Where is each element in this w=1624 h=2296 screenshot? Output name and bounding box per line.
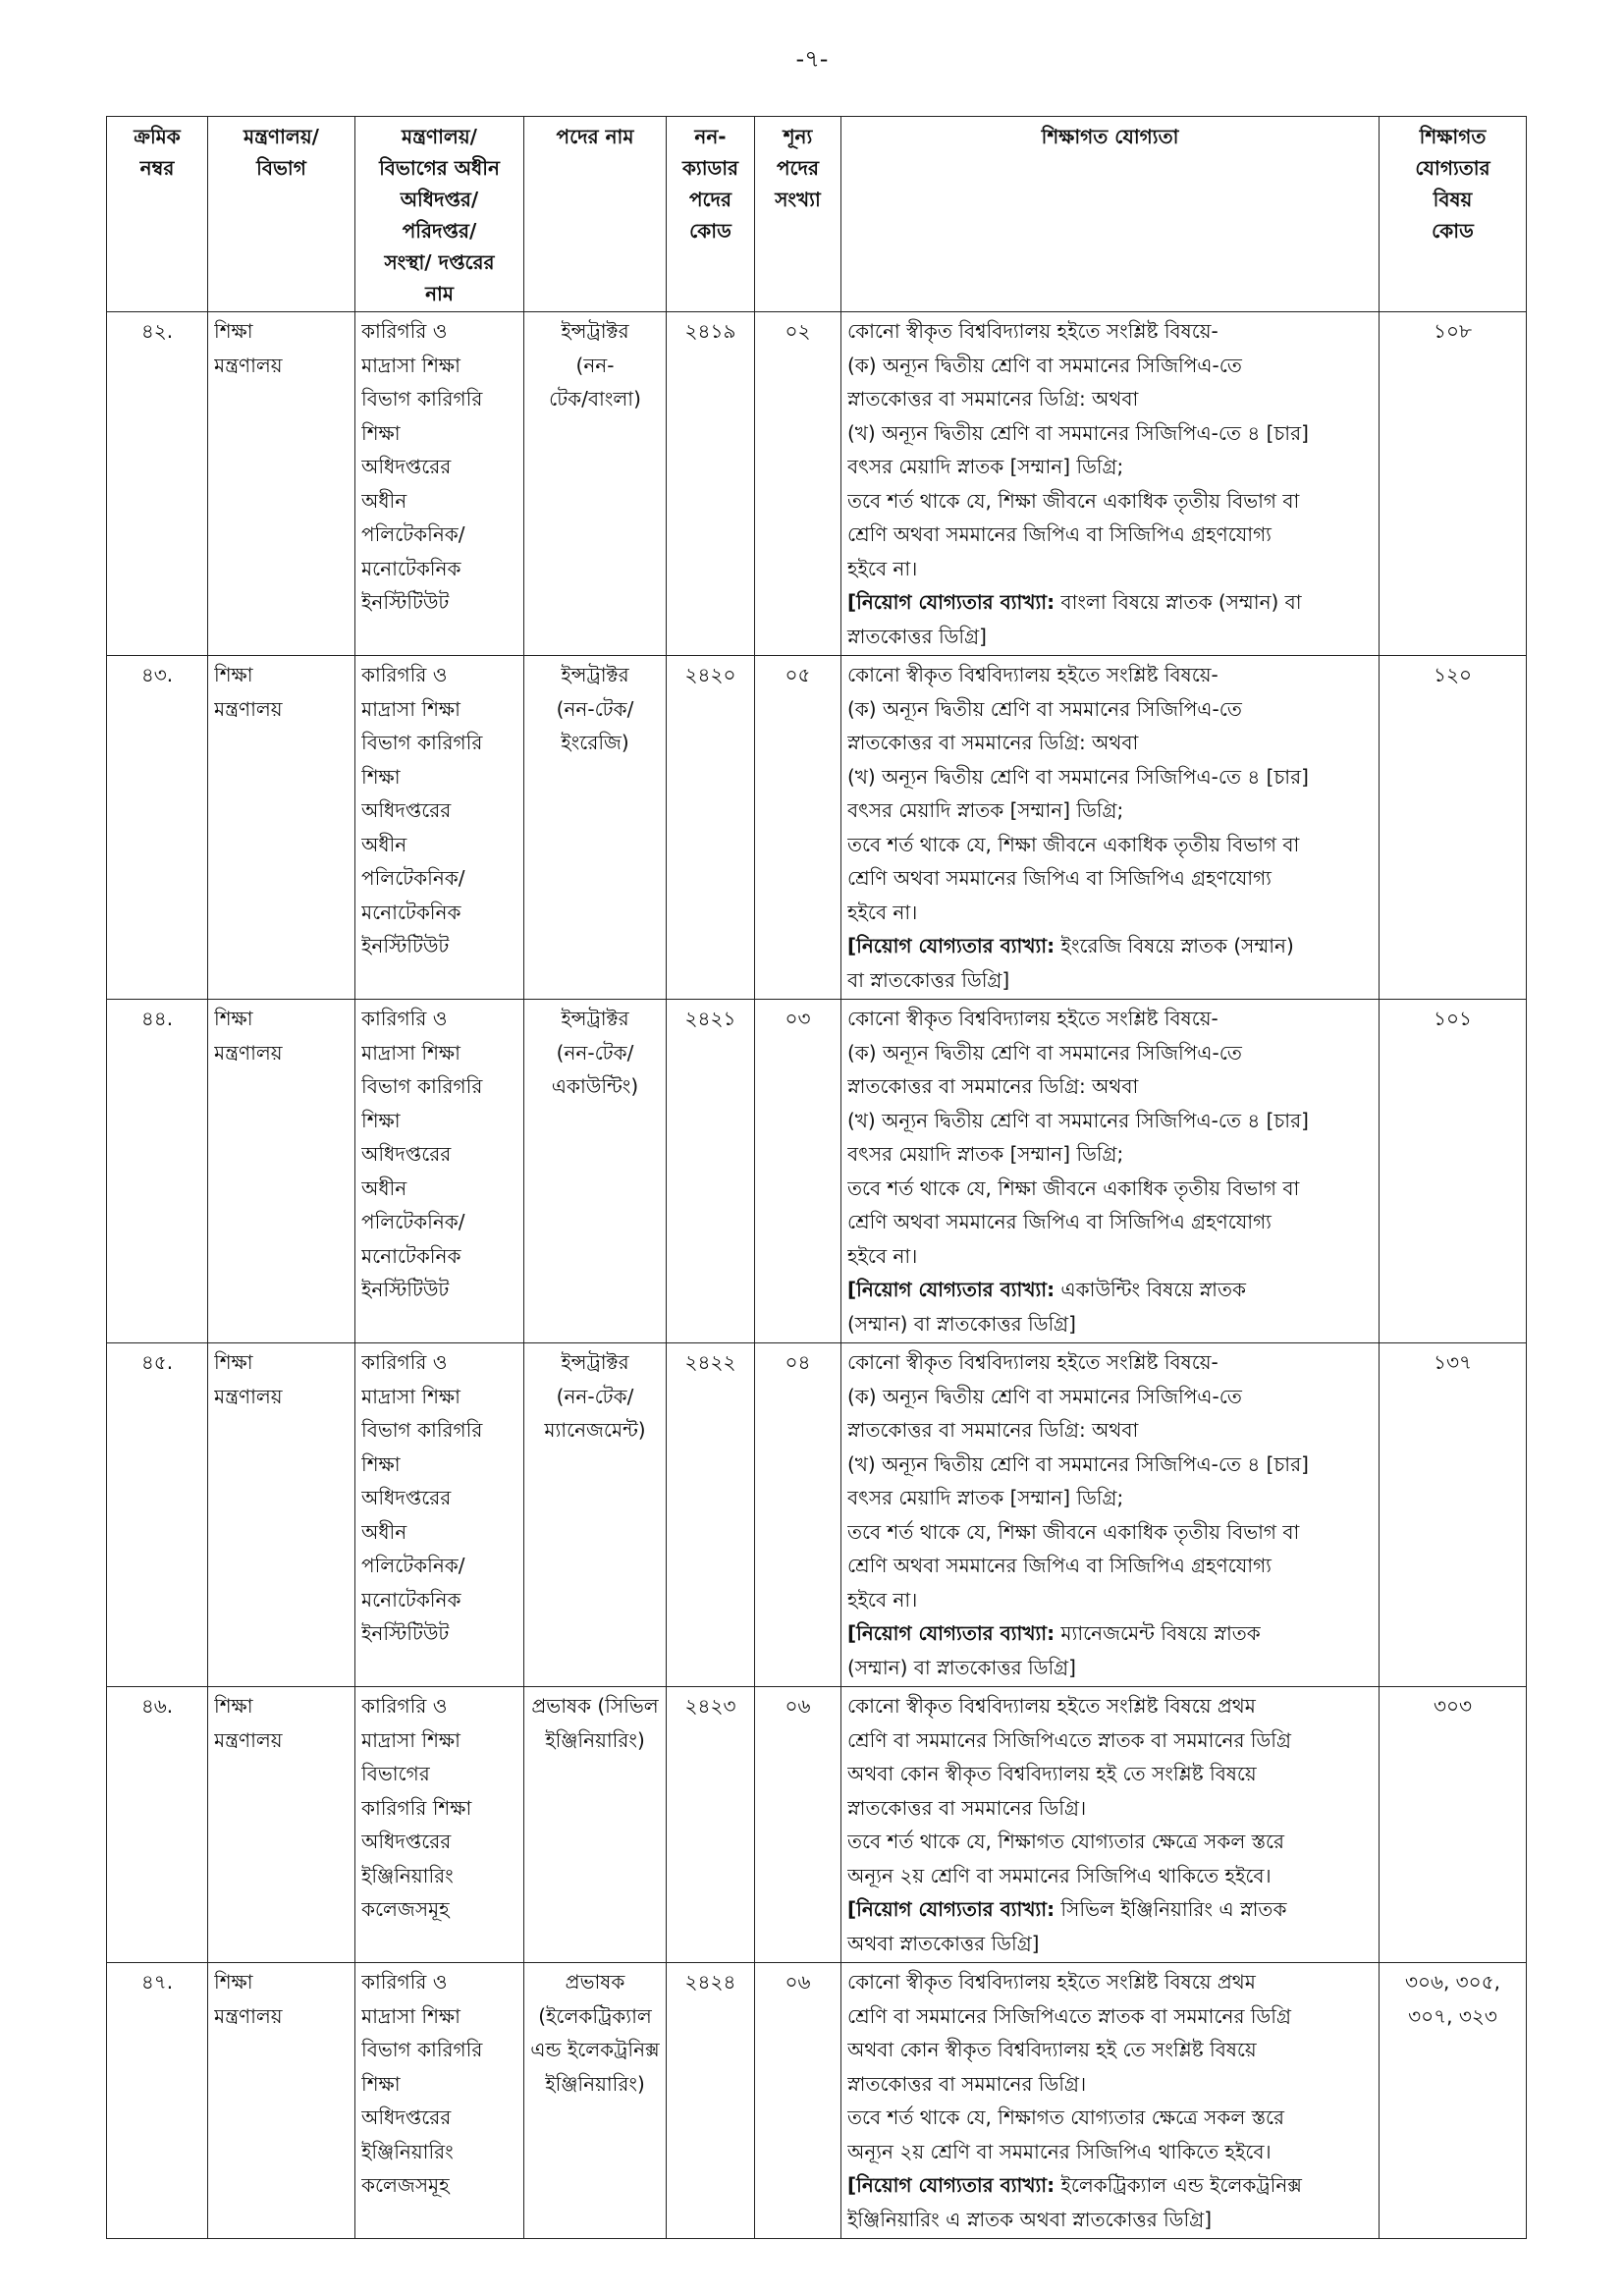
text-line: হইবে না। xyxy=(847,1587,918,1612)
text-line: কলেজসমূহ xyxy=(361,1897,450,1921)
text-line: কোনো স্বীকৃত বিশ্ববিদ্যালয় হইতে সংশ্লিষ্ট বিষয়ে- xyxy=(847,663,1218,686)
text-line: অধিদপ্তরের xyxy=(361,455,452,478)
text-line: কারিগরি ও xyxy=(361,663,448,686)
text-line: শ্রেণি বা সমমানের সিজিপিএতে স্নাতক বা সমমানের ডিগ্রি xyxy=(847,1727,1291,1752)
explanation-line-2: ইঞ্জিনিয়ারিং এ স্নাতক অথবা স্নাতকোত্তর ডিগ্রি] xyxy=(847,2207,1213,2231)
qualification-text xyxy=(847,1689,1373,1892)
text-line: স্নাতকোত্তর বা সমমানের ডিগ্রি। xyxy=(847,1795,1087,1820)
text-line: হইবে না। xyxy=(847,900,918,924)
text-line: হইবে না। xyxy=(847,556,918,580)
text-line: শিক্ষা xyxy=(361,1451,401,1476)
text-line: (ক) অন্যূন দ্বিতীয় শ্রেণি বা সমমানের সিজিপিএ-তে xyxy=(847,1384,1242,1408)
text-line: ইনস্টিটিউট xyxy=(361,590,450,614)
text-line: ম্যানেজমেন্ট) xyxy=(544,1418,646,1442)
vacancy-cell: ০৪ xyxy=(755,1343,841,1687)
code-cell: ২৪২২ xyxy=(667,1343,755,1687)
text-line: বিষয় xyxy=(1433,188,1473,211)
text-line: মন্ত্রণালয় xyxy=(214,1727,283,1752)
serial-cell: ৪৩. xyxy=(107,656,208,1000)
qualification-cell xyxy=(841,312,1380,656)
text-line: বৎসর মেয়াদি স্নাতক [সম্মান] ডিগ্রি; xyxy=(847,1486,1124,1509)
qualification-cell xyxy=(841,656,1380,1000)
text-line: অন্যূন ২য় শ্রেণি বা সমমানের সিজিপিএ থাকিতে হইবে। xyxy=(847,1863,1272,1887)
subject-code-cell: ১২০ xyxy=(1380,656,1527,1000)
vacancy-cell: ০২ xyxy=(755,312,841,656)
text-line: স্নাতকোত্তর বা সমমানের ডিগ্রি: অথবা xyxy=(847,731,1139,754)
text-line: পলিটেকনিক/ xyxy=(361,1210,465,1233)
text-line: শিক্ষা xyxy=(214,1694,253,1718)
text-line: শিক্ষা xyxy=(214,1350,253,1374)
ministry-cell xyxy=(208,656,355,1000)
text-line: মনোটেকনিক xyxy=(361,900,461,924)
text-line: মনোটেকনিক xyxy=(361,556,461,580)
post-cell xyxy=(524,656,667,1000)
text-line: মন্ত্রণালয় xyxy=(214,353,283,377)
text-line: মাদ্রাসা শিক্ষা xyxy=(361,1040,460,1065)
table-row xyxy=(107,1687,1527,1963)
text-line: বিভাগ কারিগরি xyxy=(361,1074,483,1098)
text-line: মনোটেকনিক xyxy=(361,1587,461,1612)
text-line: তবে শর্ত থাকে যে, শিক্ষা জীবনে একাধিক তৃতীয় বিভাগ বা xyxy=(847,488,1300,513)
text-line: তবে শর্ত থাকে যে, শিক্ষাগত যোগ্যতার ক্ষেত্রে সকল স্তরে xyxy=(847,1830,1285,1853)
text-line: কারিগরি ও xyxy=(361,1350,448,1374)
text-line: মাদ্রাসা শিক্ষা xyxy=(361,1727,460,1752)
text-line: ইন্সট্রাক্টর xyxy=(561,1350,629,1374)
vacancy-cell: ০৬ xyxy=(755,1687,841,1963)
text-line: (ক) অন্যূন দ্বিতীয় শ্রেণি বা সমমানের সিজিপিএ-তে xyxy=(847,353,1242,377)
ministry-cell xyxy=(208,1000,355,1343)
post-cell xyxy=(524,1000,667,1343)
text-line: (নন-টেক/ xyxy=(556,696,634,721)
post-cell xyxy=(524,312,667,656)
job-vacancy-table xyxy=(106,116,1527,2239)
text-line: প্রভাষক xyxy=(565,1970,625,1994)
vacancy-cell: ০৩ xyxy=(755,1000,841,1343)
text-line: মাদ্রাসা শিক্ষা xyxy=(361,2003,460,2028)
serial-cell: ৪৪. xyxy=(107,1000,208,1343)
serial-cell: ৪৭. xyxy=(107,1963,208,2239)
text-line: অধীন xyxy=(361,488,407,513)
explanation-line-1: বাংলা বিষয়ে স্নাতক (সম্মান) বা xyxy=(1055,590,1302,614)
explanation-label: [নিয়োগ যোগ্যতার ব্যাখ্যা: xyxy=(847,934,1056,957)
explanation-label: [নিয়োগ যোগ্যতার ব্যাখ্যা: xyxy=(847,1621,1056,1645)
text-line: শিক্ষা xyxy=(361,2071,401,2096)
text-line: বৎসর মেয়াদি স্নাতক [সম্মান] ডিগ্রি; xyxy=(847,798,1124,822)
explanation-line-1: ইংরেজি বিষয়ে স্নাতক (সম্মান) xyxy=(1055,934,1294,957)
header-directorate xyxy=(355,117,524,312)
text-line: (খ) অন্যূন দ্বিতীয় শ্রেণি বা সমমানের সিজিপিএ-তে ৪ [চার] xyxy=(847,764,1309,789)
serial-cell: ৪২. xyxy=(107,312,208,656)
text-line: শিক্ষা xyxy=(361,1108,401,1132)
subject-code-cell: ৩০৩ xyxy=(1380,1687,1527,1963)
text-line: কোনো স্বীকৃত বিশ্ববিদ্যালয় হইতে সংশ্লিষ্ট বিষয়ে প্রথম xyxy=(847,1694,1256,1718)
text-line: বিভাগ কারিগরি xyxy=(361,387,483,410)
text-line: ইঞ্জিনিয়ারিং) xyxy=(545,1727,645,1752)
text-line: কোনো স্বীকৃত বিশ্ববিদ্যালয় হইতে সংশ্লিষ্ট বিষয়ে- xyxy=(847,319,1218,343)
qualification-text xyxy=(847,314,1373,585)
text-line: বৎসর মেয়াদি স্নাতক [সম্মান] ডিগ্রি; xyxy=(847,455,1124,478)
header-vacancy xyxy=(755,117,841,312)
explanation-label: [নিয়োগ যোগ্যতার ব্যাখ্যা: xyxy=(847,590,1056,614)
text-line: মাদ্রাসা শিক্ষা xyxy=(361,1384,460,1408)
explanation-line-2: (সম্মান) বা স্নাতকোত্তর ডিগ্রি] xyxy=(847,1655,1076,1679)
text-line: সংখ্যা xyxy=(775,188,821,211)
text-line: মন্ত্রণালয় xyxy=(214,1040,283,1065)
qualification-text xyxy=(847,1345,1373,1616)
text-line: পদের xyxy=(776,156,820,180)
text-line: অন্যূন ২য় শ্রেণি বা সমমানের সিজিপিএ থাকিতে হইবে। xyxy=(847,2139,1272,2163)
explanation-label: [নিয়োগ যোগ্যতার ব্যাখ্যা: xyxy=(847,1278,1056,1301)
code-cell: ২৪২৪ xyxy=(667,1963,755,2239)
text-line: নন- xyxy=(694,125,727,148)
text-line: কলেজসমূহ xyxy=(361,2173,450,2197)
subject-code-cell: ১০৮ xyxy=(1380,312,1527,656)
text-line: মন্ত্রণালয় xyxy=(214,1384,283,1408)
text-line: অধিদপ্তরের xyxy=(361,1486,452,1509)
text-line: ইনস্টিটিউট xyxy=(361,1621,450,1645)
explanation-line-1: সিভিল ইঞ্জিনিয়ারিং এ স্নাতক xyxy=(1055,1897,1287,1921)
text-line: কোড xyxy=(1432,219,1474,243)
text-line: অধীন xyxy=(361,832,407,856)
text-line: পদের xyxy=(688,188,732,211)
text-line: বিভাগ xyxy=(256,156,306,180)
text-line: কারিগরি ও xyxy=(361,1694,448,1718)
explanation-text xyxy=(847,1273,1373,1340)
text-line: অধিদপ্তরের xyxy=(361,1142,452,1166)
text-line: বিভাগের অধীন xyxy=(379,156,500,180)
text-line: শূন্য xyxy=(783,125,813,148)
text-line: অথবা কোন স্বীকৃত বিশ্ববিদ্যালয় হই তে সংশ্লিষ্ট বিষয়ে xyxy=(847,2038,1257,2061)
text-line: (নন-টেক/ xyxy=(556,1040,634,1065)
text-line: বিভাগ কারিগরি xyxy=(361,2038,483,2061)
directorate-cell xyxy=(355,1343,524,1687)
text-line: কোনো স্বীকৃত বিশ্ববিদ্যালয় হইতে সংশ্লিষ্ট বিষয়ে- xyxy=(847,1007,1218,1030)
directorate-cell xyxy=(355,656,524,1000)
ministry-cell xyxy=(208,1687,355,1963)
serial-cell: ৪৬. xyxy=(107,1687,208,1963)
text-line: পলিটেকনিক/ xyxy=(361,1554,465,1577)
explanation-line-2: স্নাতকোত্তর ডিগ্রি] xyxy=(847,624,987,648)
text-line: কোনো স্বীকৃত বিশ্ববিদ্যালয় হইতে সংশ্লিষ্ট বিষয়ে প্রথম xyxy=(847,1970,1256,1994)
text-line: (খ) অন্যূন দ্বিতীয় শ্রেণি বা সমমানের সিজিপিএ-তে ৪ [চার] xyxy=(847,1451,1309,1476)
subject-code-cell: ৩০৬, ৩০৫, ৩০৭, ৩২৩ xyxy=(1380,1963,1527,2239)
explanation-text xyxy=(847,585,1373,653)
text-line: কোড xyxy=(689,219,731,243)
qualification-cell xyxy=(841,1687,1380,1963)
header-row xyxy=(107,117,1527,312)
text-line: স্নাতকোত্তর বা সমমানের ডিগ্রি: অথবা xyxy=(847,1418,1139,1442)
text-line: শ্রেণি অথবা সমমানের জিপিএ বা সিজিপিএ গ্রহণযোগ্য xyxy=(847,866,1272,890)
text-line: (খ) অন্যূন দ্বিতীয় শ্রেণি বা সমমানের সিজিপিএ-তে ৪ [চার] xyxy=(847,420,1309,445)
text-line: ইঞ্জিনিয়ারিং) xyxy=(545,2071,645,2096)
code-cell: ২৪২১ xyxy=(667,1000,755,1343)
qualification-cell xyxy=(841,1000,1380,1343)
header-serial xyxy=(107,117,208,312)
explanation-line-1: ইলেকট্রিক্যাল এন্ড ইলেকট্রনিক্স xyxy=(1055,2173,1302,2197)
text-line: বৎসর মেয়াদি স্নাতক [সম্মান] ডিগ্রি; xyxy=(847,1142,1124,1166)
text-line: অধিদপ্তর/ xyxy=(400,188,479,211)
text-line: এন্ড ইলেকট্রনিক্স xyxy=(530,2038,660,2061)
text-line: অধিদপ্তরের xyxy=(361,798,452,822)
header-code xyxy=(667,117,755,312)
text-line: ইন্সট্রাক্টর xyxy=(561,663,629,686)
text-line: অথবা কোন স্বীকৃত বিশ্ববিদ্যালয় হই তে সংশ্লিষ্ট বিষয়ে xyxy=(847,1762,1257,1785)
text-line: কারিগরি ও xyxy=(361,1007,448,1030)
text-line: (নন- xyxy=(575,353,615,377)
text-line: পলিটেকনিক/ xyxy=(361,522,465,546)
post-cell xyxy=(524,1687,667,1963)
text-line: শ্রেণি অথবা সমমানের জিপিএ বা সিজিপিএ গ্রহণযোগ্য xyxy=(847,522,1272,546)
text-line: ইন্সট্রাক্টর xyxy=(561,1007,629,1030)
qualification-text xyxy=(847,658,1373,929)
text-line: ইঞ্জিনিয়ারিং xyxy=(361,2139,454,2163)
text-line: মন্ত্রণালয় xyxy=(214,696,283,721)
text-line: কোনো স্বীকৃত বিশ্ববিদ্যালয় হইতে সংশ্লিষ্ট বিষয়ে- xyxy=(847,1350,1218,1374)
text-line: পলিটেকনিক/ xyxy=(361,866,465,890)
text-line: (ইলেকট্রিক্যাল xyxy=(538,2003,652,2028)
text-line: শিক্ষা xyxy=(214,663,253,686)
directorate-cell xyxy=(355,1963,524,2239)
text-line: মনোটেকনিক xyxy=(361,1243,461,1268)
text-line: পরিদপ্তর/ xyxy=(402,219,477,243)
directorate-cell xyxy=(355,1000,524,1343)
qualification-text xyxy=(847,1002,1373,1273)
text-line: মন্ত্রণালয়/ xyxy=(402,125,477,148)
text-line: হইবে না। xyxy=(847,1243,918,1268)
text-line: শিক্ষা xyxy=(214,1007,253,1030)
text-line: ইঞ্জিনিয়ারিং xyxy=(361,1863,454,1887)
text-line: অধীন xyxy=(361,1519,407,1544)
qualification-text xyxy=(847,1965,1373,2168)
text-line: কারিগরি শিক্ষা xyxy=(361,1795,472,1820)
table-row xyxy=(107,1343,1527,1687)
text-line: অধিদপ্তরের xyxy=(361,2105,452,2129)
text-line: ইংরেজি) xyxy=(561,731,629,754)
text-line: (ক) অন্যূন দ্বিতীয় শ্রেণি বা সমমানের সিজিপিএ-তে xyxy=(847,696,1242,721)
explanation-line-1: একাউন্টিং বিষয়ে স্নাতক xyxy=(1055,1278,1246,1301)
explanation-text xyxy=(847,1892,1373,1960)
qualification-cell xyxy=(841,1343,1380,1687)
explanation-line-2: (সম্মান) বা স্নাতকোত্তর ডিগ্রি] xyxy=(847,1311,1076,1336)
explanation-text xyxy=(847,1616,1373,1684)
text-line: শ্রেণি অথবা সমমানের জিপিএ বা সিজিপিএ গ্রহণযোগ্য xyxy=(847,1554,1272,1577)
text-line: (খ) অন্যূন দ্বিতীয় শ্রেণি বা সমমানের সিজিপিএ-তে ৪ [চার] xyxy=(847,1108,1309,1132)
text-line: ক্রমিক xyxy=(134,125,181,148)
code-cell: ২৪২৩ xyxy=(667,1687,755,1963)
text-line: স্নাতকোত্তর বা সমমানের ডিগ্রি। xyxy=(847,2071,1087,2096)
explanation-line-2: অথবা স্নাতকোত্তর ডিগ্রি] xyxy=(847,1931,1040,1955)
text-line: শিক্ষা xyxy=(361,764,401,789)
text-line: ইন্সট্রাক্টর xyxy=(561,319,629,343)
explanation-label: [নিয়োগ যোগ্যতার ব্যাখ্যা: xyxy=(847,2173,1056,2197)
text-line: শিক্ষাগত যোগ্যতা xyxy=(1041,125,1179,148)
ministry-cell xyxy=(208,1343,355,1687)
text-line: তবে শর্ত থাকে যে, শিক্ষা জীবনে একাধিক তৃতীয় বিভাগ বা xyxy=(847,1175,1300,1200)
text-line: অধীন xyxy=(361,1175,407,1200)
text-line: শ্রেণি বা সমমানের সিজিপিএতে স্নাতক বা সমমানের ডিগ্রি xyxy=(847,2003,1291,2028)
text-line: নাম xyxy=(425,282,454,305)
text-line: মন্ত্রণালয়/ xyxy=(244,125,319,148)
text-line: যোগ্যতার xyxy=(1415,156,1490,180)
text-line: অধিদপ্তরের xyxy=(361,1830,452,1853)
directorate-cell xyxy=(355,1687,524,1963)
text-line: (নন-টেক/ xyxy=(556,1384,634,1408)
subject-code-cell: ১৩৭ xyxy=(1380,1343,1527,1687)
text-line: প্রভাষক (সিভিল xyxy=(531,1694,659,1718)
text-line: মাদ্রাসা শিক্ষা xyxy=(361,696,460,721)
explanation-text xyxy=(847,2168,1373,2236)
text-line: টেক/বাংলা) xyxy=(549,387,641,410)
text-line: কারিগরি ও xyxy=(361,1970,448,1994)
text-line: বিভাগ কারিগরি xyxy=(361,731,483,754)
text-line: ইনস্টিটিউট xyxy=(361,1278,450,1301)
text-line: নম্বর xyxy=(139,156,175,180)
text-line: শ্রেণি অথবা সমমানের জিপিএ বা সিজিপিএ গ্রহণযোগ্য xyxy=(847,1210,1272,1233)
page-number: -৭- xyxy=(795,45,829,73)
header-post xyxy=(524,117,667,312)
text-line: সংস্থা/ দপ্তরের xyxy=(384,250,495,274)
directorate-cell xyxy=(355,312,524,656)
ministry-cell xyxy=(208,1963,355,2239)
text-line: স্নাতকোত্তর বা সমমানের ডিগ্রি: অথবা xyxy=(847,1074,1139,1098)
explanation-label: [নিয়োগ যোগ্যতার ব্যাখ্যা: xyxy=(847,1897,1056,1921)
explanation-text xyxy=(847,929,1373,997)
table-row xyxy=(107,1000,1527,1343)
header-qualification xyxy=(841,117,1380,312)
text-line: ক্যাডার xyxy=(681,156,739,180)
text-line: পদের নাম xyxy=(556,125,634,148)
post-cell xyxy=(524,1343,667,1687)
table-row xyxy=(107,656,1527,1000)
text-line: তবে শর্ত থাকে যে, শিক্ষা জীবনে একাধিক তৃতীয় বিভাগ বা xyxy=(847,832,1300,856)
post-cell xyxy=(524,1963,667,2239)
code-cell: ২৪১৯ xyxy=(667,312,755,656)
qualification-cell xyxy=(841,1963,1380,2239)
text-line: শিক্ষা xyxy=(361,420,401,445)
text-line: কারিগরি ও xyxy=(361,319,448,343)
header-ministry xyxy=(208,117,355,312)
subject-code-cell: ১০১ xyxy=(1380,1000,1527,1343)
text-line: শিক্ষা xyxy=(214,319,253,343)
serial-cell: ৪৫. xyxy=(107,1343,208,1687)
table-row xyxy=(107,1963,1527,2239)
text-line: ইনস্টিটিউট xyxy=(361,934,450,957)
text-line: বিভাগ কারিগরি xyxy=(361,1418,483,1442)
code-cell: ২৪২০ xyxy=(667,656,755,1000)
vacancy-cell: ০৬ xyxy=(755,1963,841,2239)
table-row xyxy=(107,312,1527,656)
text-line: স্নাতকোত্তর বা সমমানের ডিগ্রি: অথবা xyxy=(847,387,1139,410)
header-subject-code xyxy=(1380,117,1527,312)
text-line: (ক) অন্যূন দ্বিতীয় শ্রেণি বা সমমানের সিজিপিএ-তে xyxy=(847,1040,1242,1065)
text-line: তবে শর্ত থাকে যে, শিক্ষাগত যোগ্যতার ক্ষেত্রে সকল স্তরে xyxy=(847,2105,1285,2129)
text-line: মন্ত্রণালয় xyxy=(214,2003,283,2028)
text-line: তবে শর্ত থাকে যে, শিক্ষা জীবনে একাধিক তৃতীয় বিভাগ বা xyxy=(847,1519,1300,1544)
ministry-cell xyxy=(208,312,355,656)
explanation-line-1: ম্যানেজমেন্ট বিষয়ে স্নাতক xyxy=(1055,1621,1261,1645)
text-line: একাউন্টিং) xyxy=(551,1074,639,1098)
text-line: শিক্ষা xyxy=(214,1970,253,1994)
text-line: বিভাগের xyxy=(361,1762,430,1785)
explanation-line-2: বা স্নাতকোত্তর ডিগ্রি] xyxy=(847,967,1010,992)
text-line: মাদ্রাসা শিক্ষা xyxy=(361,353,460,377)
text-line: শিক্ষাগত xyxy=(1419,125,1487,148)
vacancy-cell: ০৫ xyxy=(755,656,841,1000)
